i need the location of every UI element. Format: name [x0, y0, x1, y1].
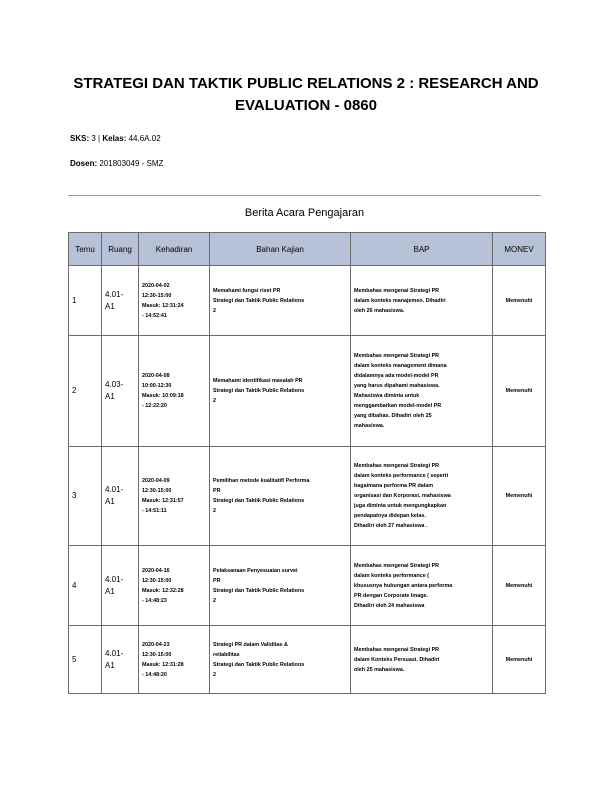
room-line: A1	[105, 660, 115, 670]
table-row	[69, 626, 546, 694]
room-line: A1	[105, 392, 115, 401]
bap-line: Membahas mengenai Strategi PR	[354, 562, 440, 569]
attendance-line: - 14:48:23	[142, 597, 167, 604]
cell-temu: 4	[69, 546, 102, 626]
bap-line: Dihadiri oleh 27 mahasiswa .	[354, 523, 428, 529]
cell-kehadiran	[139, 447, 210, 546]
cell-monev: Memenuhi	[493, 336, 546, 447]
attendance-line: - 12:22:20	[142, 403, 167, 409]
cell-bap	[351, 626, 493, 694]
header-monev: MONEV	[493, 233, 546, 266]
table-row	[69, 336, 546, 447]
bap-line: Dihadiri oleh 24 mahasiswa	[354, 602, 425, 609]
cell-bahan-kajian	[210, 266, 351, 336]
sks-value: 3	[91, 134, 96, 143]
divider	[68, 195, 541, 196]
topic-line: 2	[213, 398, 216, 404]
attendance-line: Masuk: 10:09:18	[142, 393, 184, 399]
room-line: 4.03-	[105, 380, 124, 389]
kelas-value: 44.6A.02	[128, 134, 161, 143]
room-line: 4.01-	[105, 574, 124, 584]
attendance-line: 2020-04-16	[142, 567, 170, 574]
cell-ruang	[102, 447, 139, 546]
bap-line: dalam konteks manajemen. Dihadiri	[354, 297, 446, 304]
topic-line: PR	[213, 577, 221, 584]
cell-monev: Memenuhi	[493, 447, 546, 546]
title-line-2: EVALUATION - 0860	[235, 97, 377, 114]
meta-separator: |	[98, 134, 101, 143]
lecturer-line	[70, 159, 163, 169]
kelas-label: Kelas:	[102, 134, 127, 143]
cell-bahan-kajian	[210, 546, 351, 626]
attendance-line: Masuk: 12:31:24	[142, 302, 184, 309]
cell-bahan-kajian	[210, 626, 351, 694]
topic-line: Strategi dan Taktik Public Relations	[213, 388, 305, 394]
cell-bap	[351, 546, 493, 626]
attendance-line: - 14:48:20	[142, 671, 167, 678]
table-caption: Berita Acara Pengajaran	[244, 207, 365, 219]
bap-line: Membahas mengenai Strategi PR	[354, 646, 440, 653]
cell-bahan-kajian	[210, 336, 351, 447]
cell-kehadiran	[139, 336, 210, 447]
bap-line: Membahas mengenai Strategi PR	[354, 463, 440, 469]
cell-ruang	[102, 266, 139, 336]
table-header-row	[69, 233, 546, 266]
topic-line: 2	[213, 508, 216, 514]
topic-line: Strategi PR dalam Validitas &	[213, 641, 288, 648]
attendance-line: 12:30-15:00	[142, 488, 172, 494]
cell-kehadiran	[139, 626, 210, 694]
bap-line: mahasiswa.	[354, 423, 385, 429]
topic-line: Strategi dan Taktik Public Relations	[213, 498, 305, 504]
room-line: 4.01-	[105, 289, 124, 299]
room-line: 4.01-	[105, 485, 124, 494]
attendance-line: - 14:51:11	[142, 508, 167, 514]
attendance-line: 2020-04-08	[142, 373, 170, 379]
cell-bap	[351, 447, 493, 546]
topic-line: reliabilitas	[213, 651, 240, 658]
bap-line: dalam konteks management dimana	[354, 363, 447, 369]
attendance-line: Masuk: 12:31:28	[142, 661, 184, 668]
topic-line: 2	[213, 671, 216, 678]
header-kehadiran: Kehadiran	[139, 233, 210, 266]
bap-line: didalamnya ada model-model PR	[354, 373, 439, 379]
bap-line: bagaimana performa PR dalam	[354, 483, 434, 489]
bap-line: juga diminta untuk mengungkapkan	[354, 503, 447, 509]
header-temu: Temu	[69, 233, 102, 266]
topic-line: Strategi dan Taktik Public Relations	[213, 297, 305, 304]
table-row	[69, 546, 546, 626]
attendance-line: Masuk: 12:32:28	[142, 587, 184, 594]
attendance-line: 12:30-15:00	[142, 651, 172, 658]
room-line: A1	[105, 497, 115, 506]
cell-bap	[351, 266, 493, 336]
title-line-1: STRATEGI DAN TAKTIK PUBLIC RELATIONS 2 : RESEARCH AND	[73, 75, 539, 92]
topic-line: 2	[213, 307, 216, 314]
cell-ruang	[102, 626, 139, 694]
dosen-label: Dosen:	[70, 159, 98, 168]
cell-bap	[351, 336, 493, 447]
cell-temu: 5	[69, 626, 102, 694]
topic-line: Strategi dan Taktik Public Relations	[213, 587, 305, 594]
bap-line: yang dibahas. Dihadiri oleh 25	[354, 413, 432, 419]
bap-line: organisasi dan Korporasi, mahasiswa	[354, 493, 451, 499]
teaching-record-table	[68, 232, 546, 694]
cell-temu: 2	[69, 336, 102, 447]
cell-temu: 3	[69, 447, 102, 546]
bap-line: Membahas mengenai Strategi PR	[354, 287, 440, 294]
bap-line: oleh 26 mahasiswa.	[354, 307, 405, 314]
topic-line: Pelaksanaan Penyesuaian survei	[213, 567, 298, 574]
cell-monev: Memenuhi	[493, 626, 546, 694]
cell-monev: Memenuhi	[493, 266, 546, 336]
room-line: A1	[105, 301, 115, 311]
bap-line: dalam konteks performance ( seperti	[354, 473, 449, 479]
topic-line: 2	[213, 597, 216, 604]
table-row	[69, 447, 546, 546]
attendance-line: 2020-04-23	[142, 641, 170, 648]
dosen-value: 201803049 - SMZ	[99, 159, 164, 168]
cell-monev: Memenuhi	[493, 546, 546, 626]
document-title	[60, 73, 552, 117]
table-row	[69, 266, 546, 336]
bap-line: khususnya hubungan antara performa	[354, 582, 453, 589]
header-bahan-kajian: Bahan Kajian	[210, 233, 351, 266]
cell-kehadiran	[139, 546, 210, 626]
topic-line: Memahami identifikasi masalah PR	[213, 378, 303, 384]
attendance-line: 12:30-15:00	[142, 292, 172, 299]
header-ruang: Ruang	[102, 233, 139, 266]
topic-line: Pemilihan metode kualitatif/ Performa	[213, 478, 310, 484]
topic-line: PR	[213, 488, 221, 494]
bap-line: Mahasiswa diminta untuk	[354, 393, 420, 399]
cell-ruang	[102, 336, 139, 447]
course-meta-line	[70, 134, 161, 144]
room-line: A1	[105, 586, 115, 596]
topic-line: Memahami fungsi riset PR	[213, 287, 281, 294]
bap-line: menggambarkan model-model PR	[354, 403, 442, 409]
bap-line: yang harus dipahami mahasiswa.	[354, 383, 440, 389]
bap-line: PR dengan Corporate Image.	[354, 592, 428, 599]
bap-line: dalam konteks performance (	[354, 572, 429, 579]
attendance-line: 2020-04-09	[142, 478, 170, 484]
bap-line: Membahas mengenai Strategi PR	[354, 353, 440, 359]
sks-label: SKS:	[70, 134, 90, 143]
header-bap: BAP	[351, 233, 493, 266]
attendance-line: Masuk: 12:31:57	[142, 498, 184, 504]
bap-line: oleh 25 mahasiswa.	[354, 666, 405, 673]
attendance-line: 12:30-15:00	[142, 577, 172, 584]
cell-ruang	[102, 546, 139, 626]
cell-kehadiran	[139, 266, 210, 336]
attendance-line: 2020-04-02	[142, 282, 170, 289]
cell-temu: 1	[69, 266, 102, 336]
attendance-line: 10:00-12:30	[142, 383, 172, 389]
cell-bahan-kajian	[210, 447, 351, 546]
bap-line: dalam Konteks Persuasi. Dihadiri	[354, 656, 440, 663]
topic-line: Strategi dan Taktik Public Relations	[213, 661, 305, 668]
bap-line: pendapatnya didepan kelas.	[354, 513, 426, 519]
room-line: 4.01-	[105, 648, 124, 658]
attendance-line: - 14:52:41	[142, 312, 167, 319]
